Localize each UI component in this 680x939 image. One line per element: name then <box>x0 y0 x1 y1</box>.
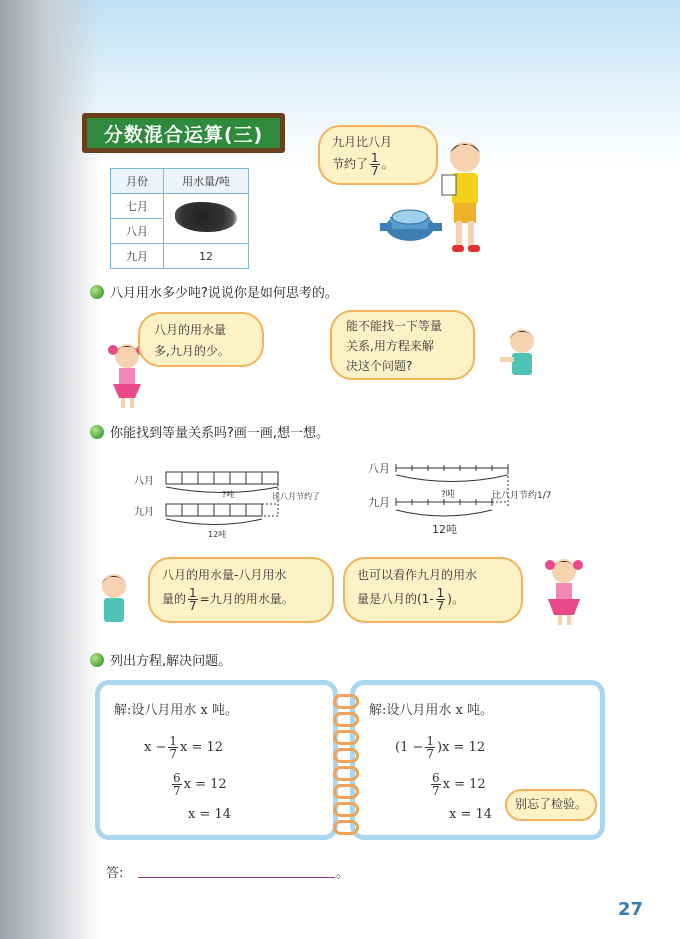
diagram-label-saved-text: 比八月节约 <box>492 491 538 501</box>
boy-illustration <box>498 325 548 385</box>
table-header-month: 月份 <box>111 169 164 194</box>
notebook-ring <box>333 820 359 835</box>
fraction-denominator: 7 <box>173 784 181 798</box>
bubble-text: 节约了 <box>332 157 369 171</box>
bar-diagram-left-drawing <box>134 470 334 550</box>
bubble-text: =九月的用水量。 <box>199 592 294 606</box>
fraction-denominator: 7 <box>189 599 197 613</box>
table-cell-month: 九月 <box>111 244 164 269</box>
notebook-ring <box>333 712 359 727</box>
green-dot-icon <box>90 285 104 299</box>
equation-1 <box>395 735 485 760</box>
diagram-label-sep: 九月 <box>368 496 390 509</box>
fraction-numerator: 6 <box>173 771 181 785</box>
notebook-ring <box>333 784 359 799</box>
speech-bubble-girl-1 <box>138 312 264 367</box>
notebook-ring <box>333 748 359 763</box>
notebook-ring <box>333 766 359 781</box>
bubble-text: 。 <box>381 157 394 171</box>
fraction <box>188 587 198 612</box>
fraction <box>168 735 178 760</box>
fraction <box>425 735 435 760</box>
table-row <box>111 194 249 219</box>
diagram-label-aug: 八月 <box>368 462 390 475</box>
equation-text: )x = 12 <box>437 740 486 755</box>
equation-text: x = 12 <box>183 777 227 792</box>
question-1 <box>90 282 338 301</box>
notebook-right-page <box>350 680 605 840</box>
equation-text: x − <box>144 740 167 755</box>
bubble-text: 决这个问题? <box>346 359 413 373</box>
section-title-board <box>82 113 285 153</box>
speech-bubble-girl-2 <box>343 557 523 623</box>
equation-1 <box>144 735 223 760</box>
bubble-text: )。 <box>447 592 464 606</box>
question-text: 你能找到等量关系吗?画一画,想一想。 <box>110 426 330 441</box>
fraction-numerator: 1 <box>426 734 435 748</box>
equation-text: x = 12 <box>180 740 224 755</box>
bubble-text: 八月的用水量-八月用水 <box>162 568 287 582</box>
page-number: 27 <box>618 899 644 920</box>
green-dot-icon <box>90 425 104 439</box>
line-diagram-right <box>368 458 568 538</box>
question-text: 列出方程,解决问题。 <box>110 654 232 669</box>
fraction-numerator: 1 <box>436 586 445 600</box>
diagram-label-total: 12吨 <box>208 530 227 539</box>
answer-label: 答: <box>106 866 124 881</box>
question-text: 八月用水多少吨?说说你是如何思考的。 <box>110 286 338 301</box>
fraction <box>431 772 441 797</box>
fraction-numerator: 6 <box>432 771 440 785</box>
bubble-text: 关系,用方程来解 <box>346 339 434 353</box>
table-cell-month: 八月 <box>111 219 164 244</box>
notebook-ring <box>333 694 359 709</box>
diagram-label-unknown: ?吨 <box>441 490 455 500</box>
bubble-text: 也可以看作九月的用水 <box>357 568 478 582</box>
water-usage-table <box>110 168 249 269</box>
bubble-text-line2 <box>357 587 509 612</box>
notebook-ring <box>333 802 359 817</box>
bubble-text: 八月的用水量 <box>154 323 227 337</box>
notebook-ring <box>333 730 359 745</box>
diagram-label-saved-frac: 1/7 <box>537 491 552 501</box>
fraction-denominator: 7 <box>436 599 445 613</box>
fraction-denominator: 7 <box>169 747 177 761</box>
section-title: 分数混合运算(三) <box>87 118 280 148</box>
bubble-text: 量的 <box>162 592 187 606</box>
ink-blot-cell <box>164 194 249 244</box>
bar-diagram-left <box>134 470 334 550</box>
fraction-numerator: 1 <box>371 151 379 165</box>
equation-3: x = 14 <box>449 807 493 822</box>
equation-3: x = 14 <box>188 807 232 822</box>
bubble-text: 多,九月的少。 <box>154 344 230 358</box>
table-row <box>111 244 249 269</box>
bubble-text: 能不能找一下等量 <box>346 319 443 333</box>
bubble-text-line2 <box>162 587 320 612</box>
line-diagram-right-drawing <box>368 458 568 538</box>
fraction <box>436 587 446 612</box>
solution-intro: 解:设八月用水 x 吨。 <box>114 703 238 718</box>
fraction-denominator: 7 <box>432 784 440 798</box>
table-header-usage: 用水量/吨 <box>164 169 249 194</box>
bubble-text: 九月比八月 <box>332 135 393 149</box>
ink-blot <box>175 202 237 232</box>
solution-intro: 解:设八月用水 x 吨。 <box>369 703 493 718</box>
notebook-left-page <box>95 680 338 840</box>
equation-2 <box>429 772 486 797</box>
bubble-text: 量是八月的(1- <box>357 592 434 606</box>
boy-illustration <box>92 570 138 630</box>
equation-2 <box>170 772 227 797</box>
question-2 <box>90 422 329 441</box>
fraction-numerator: 1 <box>189 586 197 600</box>
speech-bubble-boy-2 <box>148 557 334 623</box>
diagram-label-saved: 比八月节约了 <box>272 492 320 501</box>
green-dot-icon <box>90 653 104 667</box>
fraction <box>172 772 182 797</box>
diagram-label-total: 12吨 <box>432 523 457 536</box>
girl-illustration <box>536 555 596 630</box>
question-3 <box>90 650 231 669</box>
boy-with-clipboard-illustration <box>380 135 490 265</box>
speech-bubble-boy-1 <box>330 310 475 380</box>
thought-bubble: 别忘了检验。 <box>505 789 597 821</box>
equation-text: (1 − <box>395 740 424 755</box>
diagram-label-aug: 八月 <box>134 476 154 487</box>
fraction-denominator: 7 <box>371 164 379 178</box>
table-cell-month: 七月 <box>111 194 164 219</box>
answer-blank[interactable] <box>138 877 335 878</box>
fraction-numerator: 1 <box>169 734 177 748</box>
answer-period: 。 <box>336 866 350 881</box>
diagram-label-unknown: ?吨 <box>222 490 235 499</box>
table-cell-usage: 12 <box>164 244 249 269</box>
fraction <box>370 152 380 177</box>
diagram-label-sep: 九月 <box>134 507 154 518</box>
fraction-denominator: 7 <box>426 747 435 761</box>
equation-text: x = 12 <box>442 777 486 792</box>
table-header-row <box>111 169 249 194</box>
